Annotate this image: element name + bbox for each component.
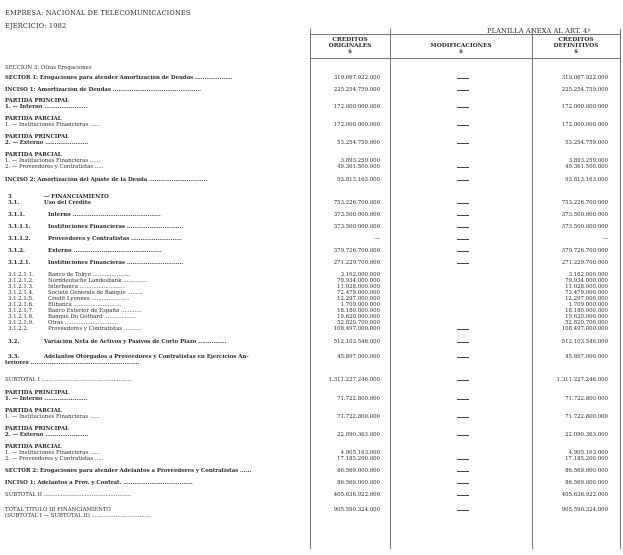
creditos-originales-value: 172.000.000.000 (333, 122, 380, 128)
creditos-originales-value: 17.185.200.000 (337, 456, 380, 462)
row-description: PARTIDA PRINCIPAL (5, 98, 69, 104)
row-description: SUBTOTAL I ..................................................... (5, 377, 133, 383)
modificaciones-dash (457, 483, 469, 484)
creditos-originales-value: 72.479.000.000 (337, 290, 380, 296)
row-code: 3.1.2.1.7. (8, 308, 34, 314)
creditos-originales-value: 905.590.324.000 (333, 507, 380, 513)
row-description: Banco Exterior de España ............ (48, 308, 142, 314)
row-description: Credit Lyonnes ...................... (48, 296, 130, 302)
row-description: INCISO 2: Amortización del Ajuste de la Deuda ............................... (5, 177, 208, 183)
modificaciones-dash (457, 380, 469, 381)
creditos-originales-value: 319.067.922.000 (333, 75, 380, 81)
creditos-definitivos-value: 93.813.163.000 (565, 177, 608, 183)
row-description: Elibanca ............................ (48, 302, 122, 308)
creditos-definitivos-value: 86.569.000.000 (565, 468, 608, 474)
empresa-heading: EMPRESA: NACIONAL DE TELECOMUNICACIONES (5, 9, 191, 17)
creditos-definitivos-value: 379.726.700.000 (561, 248, 608, 254)
creditos-definitivos-value: 1.709.000.000 (568, 302, 608, 308)
creditos-originales-value: 45.897.000.000 (337, 354, 380, 360)
creditos-originales-value: 373.500.000.000 (333, 224, 380, 230)
modificaciones-dash (457, 495, 469, 496)
creditos-originales-value: 52.820.700.000 (337, 320, 380, 326)
creditos-definitivos-value: 225.254.759.000 (561, 87, 608, 93)
column-header-line: ORIGINALES (328, 43, 372, 49)
column-header-line: CREDITOS (332, 37, 368, 43)
creditos-originales-value: 373.500.000.000 (333, 212, 380, 218)
column-divider (532, 29, 533, 549)
creditos-originales-value: 3.893.259.000 (340, 158, 380, 164)
row-description: Externo ............................................... (48, 248, 162, 254)
creditos-definitivos-value: — (602, 236, 608, 242)
row-code: 3.1.1. (8, 212, 25, 218)
row-description: PARTIDA PARCIAL (5, 444, 62, 450)
creditos-originales-value: 93.813.163.000 (337, 177, 380, 183)
modificaciones-dash (457, 203, 469, 204)
creditos-definitivos-value: 11.028.000.000 (565, 284, 608, 290)
modificaciones-dash (457, 251, 469, 252)
row-description: 2. — Externo ....................... (5, 140, 89, 146)
creditos-definitivos-value: 18.180.000.000 (565, 308, 608, 314)
ejercicio-heading: EJERCICIO: 1982 (5, 22, 67, 30)
column-divider (390, 29, 391, 549)
modificaciones-dash (457, 239, 469, 240)
creditos-definitivos-value: 3.893.259.000 (568, 158, 608, 164)
creditos-originales-value: 225.254.759.000 (333, 87, 380, 93)
row-description: INCISO 1: Adelantos a Prov. y Contrat. ..................................... (5, 480, 193, 486)
column-header-line: DEFINITIVOS (553, 43, 599, 49)
creditos-definitivos-value: 172.000.000.000 (561, 104, 608, 110)
creditos-definitivos-value: 1.311.227.246.000 (556, 377, 608, 383)
row-description: PARTIDA PRINCIPAL (5, 134, 69, 140)
modificaciones-dash (457, 263, 469, 264)
column-header-line: $ (347, 49, 353, 55)
row-description: Instituciones Financieras .............................. (48, 224, 184, 230)
column-header-rule (310, 58, 621, 59)
column-header-line: MODIFICACIONES (430, 43, 492, 49)
column-header-line: $ (458, 49, 464, 55)
creditos-originales-value: 1.709.000.000 (340, 302, 380, 308)
creditos-originales-value: 3.162.000.000 (340, 272, 380, 278)
row-description: PARTIDA PARCIAL (5, 152, 62, 158)
creditos-originales-value: 4.905.163.000 (340, 450, 380, 456)
creditos-definitivos-value: 753.226.700.000 (561, 200, 608, 206)
row-description: Uso del Crédito (44, 200, 91, 206)
modificaciones-dash (457, 435, 469, 436)
row-description: INCISO 1: Amortización de Deudas ............................................... (5, 87, 201, 93)
row-description: 2. — Proveedores y Contratistas ..... (5, 164, 104, 170)
creditos-definitivos-value: 905.590.324.000 (561, 507, 608, 513)
creditos-definitivos-value: 53.254.759.000 (565, 140, 608, 146)
row-code: 3.1.1.2. (8, 236, 31, 242)
creditos-definitivos-value: 405.636.922.000 (561, 492, 608, 498)
creditos-originales-value: — (374, 236, 380, 242)
row-description: Banque Du Gothard ................... (48, 314, 137, 320)
row-description: Proveedores y Contratistas ........................... (48, 236, 182, 242)
creditos-definitivos-value: 79.934.000.000 (565, 278, 608, 284)
row-description: SECCION 3: Otras Erogaciones (5, 65, 92, 71)
creditos-definitivos-value: 172.000.000.000 (561, 122, 608, 128)
creditos-originales-value: 86.569.000.000 (337, 480, 380, 486)
row-description: PARTIDA PARCIAL (5, 116, 62, 122)
row-description: TOTAL TITULO III FINANCIAMIENTO (5, 507, 111, 513)
row-description: SECTOR 1: Erogaciones para atender Amortización de Deudas .................... (5, 75, 233, 81)
row-description: 1. — Instituciones Financieras ...... (5, 450, 101, 456)
creditos-definitivos-value: 45.897.000.000 (565, 354, 608, 360)
row-description: SUBTOTAL II ................................................... (5, 492, 132, 498)
modificaciones-dash (457, 227, 469, 228)
row-description: Otras ............................... (48, 320, 118, 326)
row-description: Norddeutsche Landesbank .............. (48, 278, 148, 284)
creditos-originales-value: 86.569.000.000 (337, 468, 380, 474)
row-description: Proveedores y Contratistas .......... (48, 326, 142, 332)
row-code: 3.1.2.1.2. (8, 278, 34, 284)
row-description: 1. — Instituciones Financieras ...... (5, 414, 101, 420)
modificaciones-dash (457, 459, 469, 460)
creditos-originales-value: 379.726.700.000 (333, 248, 380, 254)
creditos-definitivos-value: 71.722.800.000 (565, 396, 608, 402)
creditos-definitivos-value: 108.497.000.000 (561, 326, 608, 332)
creditos-definitivos-value: 373.500.000.000 (561, 212, 608, 218)
row-code: 3.1.2.1.3. (8, 284, 34, 290)
row-description: Interno ............................................... (48, 212, 161, 218)
creditos-originales-value: 49.361.500.000 (337, 164, 380, 170)
creditos-originales-value: 71.722.800.000 (337, 396, 380, 402)
row-code: 3.1.2. (8, 248, 25, 254)
row-code: 3.1.2.1.5. (8, 296, 34, 302)
column-header-modificaciones (390, 43, 532, 55)
row-description: Banco de Tokyo ...................... (48, 272, 131, 278)
creditos-originales-value: 1.311.227.246.000 (328, 377, 380, 383)
column-header-originales (310, 37, 390, 55)
modificaciones-dash (457, 417, 469, 418)
creditos-definitivos-value: 52.820.700.000 (565, 320, 608, 326)
row-code: 3.1.1.1. (8, 224, 31, 230)
creditos-definitivos-value: 319.067.922.000 (561, 75, 608, 81)
creditos-definitivos-value: 17.185.200.000 (565, 456, 608, 462)
row-description: 1. — Interno ....................... (5, 396, 88, 402)
column-header-definitivos (532, 37, 620, 55)
creditos-originales-value: 512.103.546.000 (333, 339, 380, 345)
creditos-originales-value: 53.254.759.000 (337, 140, 380, 146)
creditos-definitivos-value: 3.162.000.000 (568, 272, 608, 278)
row-code: 3.2. (8, 339, 20, 345)
creditos-originales-value: 71.722.800.000 (337, 414, 380, 420)
creditos-originales-value: 271.229.700.000 (333, 260, 380, 266)
modificaciones-dash (457, 107, 469, 108)
row-description: PARTIDA PARCIAL (5, 408, 62, 414)
modificaciones-dash (457, 125, 469, 126)
modificaciones-dash (457, 357, 469, 358)
row-code: 3.1.2.1. (8, 260, 31, 266)
modificaciones-dash (457, 329, 469, 330)
row-description: PARTIDA PRINCIPAL (5, 390, 69, 396)
creditos-originales-value: 405.636.922.000 (333, 492, 380, 498)
creditos-definitivos-value: 12.297.000.000 (565, 296, 608, 302)
creditos-definitivos-value: 19.620.000.000 (565, 314, 608, 320)
creditos-definitivos-value: 4.905.163.000 (568, 450, 608, 456)
row-description: Variación Neta de Activos y Pasivos de Corto Plazo ............... (44, 339, 227, 345)
modificaciones-dash (457, 342, 469, 343)
modificaciones-dash (457, 90, 469, 91)
creditos-definitivos-value: 49.361.500.000 (565, 164, 608, 170)
creditos-originales-value: 172.000.000.000 (333, 104, 380, 110)
creditos-originales-value: 22.090.363.000 (337, 432, 380, 438)
row-description: SECTOR 2: Erogaciones para atender Adelantos a Proveedores y Contratistas ...... (5, 468, 252, 474)
column-header-line: CREDITOS (558, 37, 594, 43)
row-code: 3.1.2.2. (8, 326, 29, 332)
column-divider (310, 29, 311, 549)
row-code: 3.1.2.1.6. (8, 302, 34, 308)
modificaciones-dash (457, 78, 469, 79)
creditos-originales-value: 753.226.700.000 (333, 200, 380, 206)
creditos-originales-value: 79.934.000.000 (337, 278, 380, 284)
creditos-definitivos-value: 271.229.700.000 (561, 260, 608, 266)
creditos-originales-value: 12.297.000.000 (337, 296, 380, 302)
row-description: PARTIDA PRINCIPAL (5, 426, 69, 432)
row-description: Societé Generale de Banque ......... (48, 290, 143, 296)
row-description: Adelantos Otorgados a Proveedores y Contratistas en Ejercicios An- (44, 354, 249, 360)
row-code: 3 (8, 194, 12, 200)
creditos-originales-value: 11.028.000.000 (337, 284, 380, 290)
modificaciones-dash (457, 399, 469, 400)
row-description: 1. — Instituciones Financieras ...... (5, 122, 101, 128)
column-divider (620, 29, 621, 549)
creditos-definitivos-value: 373.500.000.000 (561, 224, 608, 230)
row-description: teriores .......................................................... (5, 360, 140, 366)
row-code: 3.1.2.1.9. (8, 320, 34, 326)
modificaciones-dash (457, 143, 469, 144)
row-description: (SUBTOTAL I — SUBTOTAL II) ................................... (5, 513, 152, 519)
row-code: 3.1.2.1.4. (8, 290, 34, 296)
header-rule (310, 34, 621, 35)
row-description: Instituciones Financieras .............................. (48, 260, 184, 266)
creditos-originales-value: 18.180.000.000 (337, 308, 380, 314)
planilla-heading: PLANILLA ANEXA AL ART. 4º (487, 27, 591, 35)
column-header-line: $ (573, 49, 579, 55)
row-description: — FINANCIAMIENTO (44, 194, 109, 200)
row-description: 2. — Proveedores y Contratistas ..... (5, 456, 104, 462)
modificaciones-dash (457, 510, 469, 511)
creditos-definitivos-value: 72.479.000.000 (565, 290, 608, 296)
row-description: 2. — Externo ....................... (5, 432, 89, 438)
modificaciones-dash (457, 167, 469, 168)
creditos-definitivos-value: 22.090.363.000 (565, 432, 608, 438)
modificaciones-dash (457, 180, 469, 181)
row-code: 3.3. (8, 354, 20, 360)
creditos-definitivos-value: 86.569.000.000 (565, 480, 608, 486)
creditos-originales-value: 19.620.000.000 (337, 314, 380, 320)
creditos-originales-value: 108.497.000.000 (333, 326, 380, 332)
row-description: 1. — Interno ....................... (5, 104, 88, 110)
modificaciones-dash (457, 215, 469, 216)
row-code: 3.1. (8, 200, 20, 206)
row-code: 3.1.2.1.8. (8, 314, 34, 320)
modificaciones-dash (457, 471, 469, 472)
row-description: 1. — Instituciones Financieras ...... (5, 158, 101, 164)
creditos-definitivos-value: 512.103.546.000 (561, 339, 608, 345)
row-code: 3.1.2.1.1. (8, 272, 34, 278)
row-description: Interbanca .......................... (48, 284, 125, 290)
creditos-definitivos-value: 71.722.800.000 (565, 414, 608, 420)
